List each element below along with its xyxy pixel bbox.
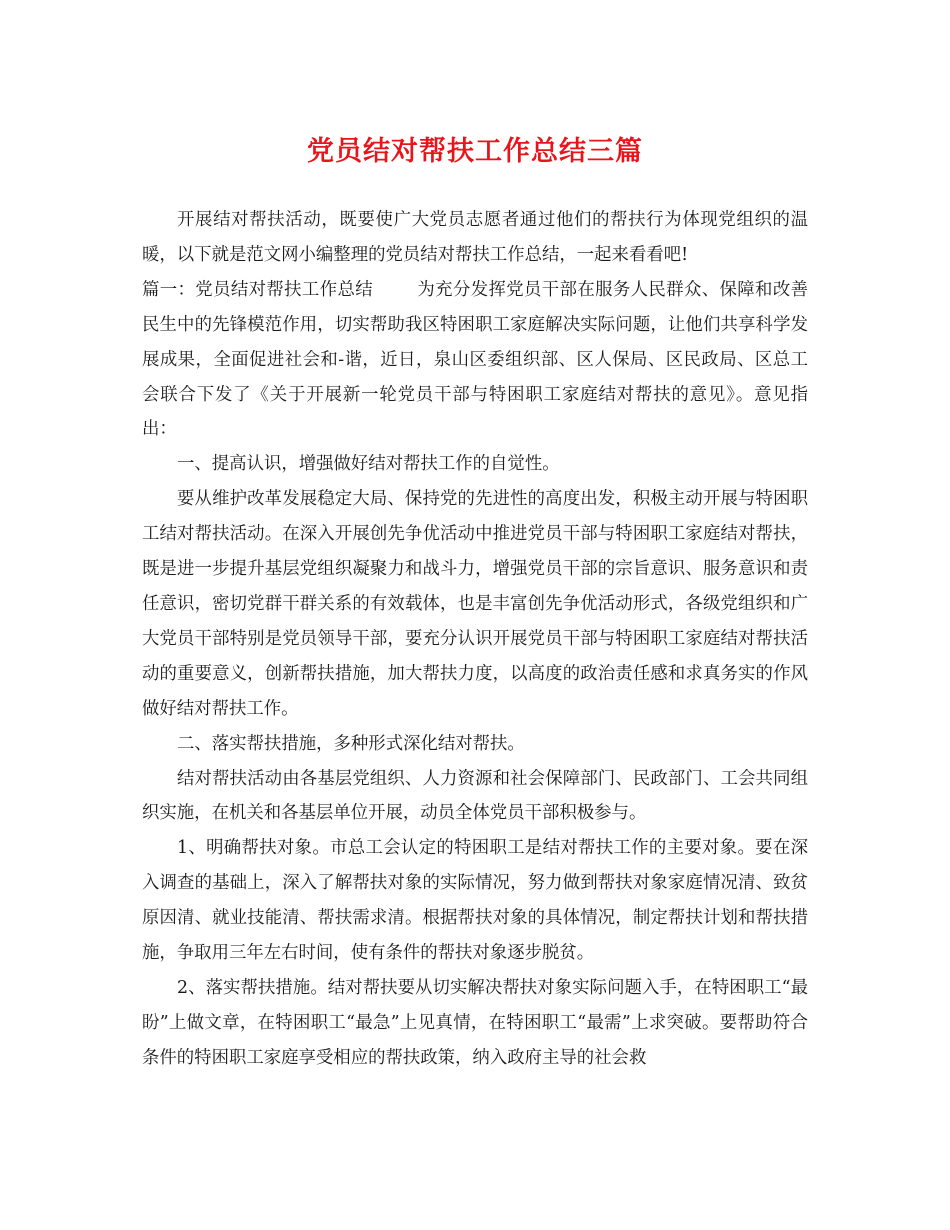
- body-paragraph: 结对帮扶活动由各基层党组织、人力资源和社会保障部门、民政部门、工会共同组织实施，在机关和各基层单位开展，动员全体党员干部积极参与。: [142, 768, 808, 824]
- body-paragraph: 1、明确帮扶对象。市总工会认定的特困职工是结对帮扶工作的主要对象。要在深入调查的基础上，深入了解帮扶对象的实际情况，努力做到帮扶对象家庭情况清、致贫原因清、就业技能清、帮扶需求清。根据帮扶对象的具体情况，制定帮扶计划和帮扶措施，争取用三年左右时间，使有条件的帮扶对象逐步脱贫。: [142, 838, 808, 964]
- chapter-paragraph: [142, 273, 808, 448]
- chapter-text: 为充分发挥党员干部在服务人民群众、保障和改善民生中的先锋模范作用，切实帮助我区特困职工家庭解决实际问题，让他们共享科学发展成果，全面促进社会和-谐，近日，泉山区委组织部、区人保局、区民政局、区总工会联合下发了《关于开展新一轮党员干部与特困职工家庭结对帮扶的意见》。意见指出：: [142, 279, 808, 440]
- body-paragraph: 2、落实帮扶措施。结对帮扶要从切实解决帮扶对象实际问题入手，在特困职工“最盼”上做文章，在特困职工“最急”上见真情，在特困职工“最需”上求突破。要帮助符合条件的特困职工家庭享受相应的帮扶政策，纳入政府主导的社会救: [142, 977, 808, 1068]
- intro-paragraph: 开展结对帮扶活动，既要使广大党员志愿者通过他们的帮扶行为体现党组织的温暖，以下就是范文网小编整理的党员结对帮扶工作总结，一起来看看吧!: [142, 210, 808, 265]
- body-paragraph: 要从维护改革发展稳定大局、保持党的先进性的高度出发，积极主动开展与特困职工结对帮扶活动。在深入开展创先争优活动中推进党员干部与特困职工家庭结对帮扶，既是进一步提升基层党组织凝聚力和战斗力，增强党员干部的宗旨意识、服务意识和责任意识，密切党群干群关系的有效载体，也是丰富创先争优活动形式，各级党组织和广大党员干部特别是党员领导干部，要充分认识开展党员干部与特困职工家庭结对帮扶活动的重要意义，创新帮扶措施，加大帮扶力度，以高度的政治责任感和求真务实的作风做好结对帮扶工作。: [142, 489, 808, 719]
- section-heading-2: 二、落实帮扶措施，多种形式深化结对帮扶。: [177, 733, 525, 754]
- chapter-label: 篇一：党员结对帮扶工作总结: [142, 279, 374, 300]
- section-heading-1: 一、提高认识，增强做好结对帮扶工作的自觉性。: [177, 454, 560, 475]
- document-body: [142, 203, 808, 1076]
- document-title: 党员结对帮扶工作总结三篇: [307, 136, 643, 167]
